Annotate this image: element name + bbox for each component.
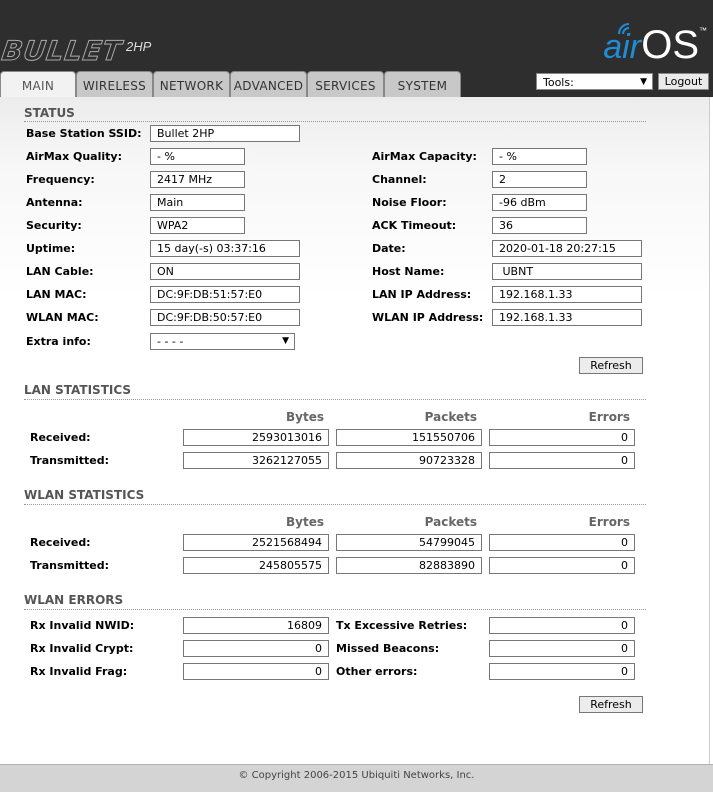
rx-invalid-nwid-label: Rx Invalid NWID: (30, 619, 135, 632)
missed-beacons-label: Missed Beacons: (336, 642, 440, 655)
noise-floor-label: Noise Floor: (372, 196, 447, 209)
frequency-value: 2417 MHz (150, 171, 245, 188)
bullet-logo (0, 36, 152, 67)
wlan-packets-header: Packets (424, 515, 477, 529)
trademark-symbol: ™ (699, 26, 707, 35)
host-name-value: UBNT (492, 263, 642, 280)
wlan-statistics-title: WLAN STATISTICS (24, 488, 145, 502)
header-bar (0, 0, 713, 97)
rx-invalid-crypt-value: 0 (183, 640, 329, 657)
date-label: Date: (372, 242, 406, 255)
lan-received-label: Received: (30, 431, 91, 444)
other-errors-label: Other errors: (336, 665, 418, 678)
rx-invalid-frag-label: Rx Invalid Frag: (30, 665, 128, 678)
lan-errors-header: Errors (588, 410, 630, 424)
tools-dropdown[interactable] (536, 73, 653, 90)
wlan-mac-value: DC:9F:DB:50:57:E0 (150, 309, 300, 326)
lan-mac-value: DC:9F:DB:51:57:E0 (150, 286, 300, 303)
wlan-ip-address-label: WLAN IP Address: (372, 311, 484, 324)
extra-info-dropdown[interactable] (150, 333, 295, 350)
status-refresh-button[interactable]: Refresh (579, 357, 643, 374)
tab-services[interactable]: SERVICES (307, 71, 384, 97)
wlan-errors-header: Errors (588, 515, 630, 529)
channel-value: 2 (492, 171, 587, 188)
product-logo-text: BULLET (0, 36, 124, 67)
security-value: WPA2 (150, 217, 245, 234)
extra-info-label: Extra info: (26, 335, 91, 348)
uptime-value: 15 day(-s) 03:37:16 (150, 240, 300, 257)
lan-received-packets: 151550706 (336, 429, 482, 446)
errors-refresh-button[interactable]: Refresh (579, 696, 643, 713)
base-station-ssid-label: Base Station SSID: (26, 127, 142, 140)
product-model-text: 2HP (126, 39, 152, 54)
tab-advanced[interactable]: ADVANCED (230, 71, 307, 97)
airmax-capacity-value: - % (492, 148, 587, 165)
section-divider (24, 504, 646, 505)
lan-packets-header: Packets (424, 410, 477, 424)
footer (0, 764, 713, 792)
antenna-label: Antenna: (26, 196, 83, 209)
tab-wireless[interactable]: WIRELESS (76, 71, 153, 97)
security-label: Security: (26, 219, 82, 232)
wlan-received-packets: 54799045 (336, 534, 482, 551)
lan-transmitted-packets: 90723328 (336, 452, 482, 469)
uptime-label: Uptime: (26, 242, 76, 255)
brand-air-text: air (603, 28, 641, 66)
tab-system[interactable]: SYSTEM (384, 71, 461, 97)
wlan-received-errors: 0 (489, 534, 635, 551)
tab-main[interactable]: MAIN (0, 71, 76, 98)
lan-ip-address-label: LAN IP Address: (372, 288, 472, 301)
logout-button[interactable]: Logout (658, 73, 709, 90)
tab-network[interactable]: NETWORK (153, 71, 230, 97)
lan-transmitted-label: Transmitted: (30, 454, 110, 467)
section-divider (24, 609, 646, 610)
wlan-transmitted-label: Transmitted: (30, 559, 110, 572)
base-station-ssid-value: Bullet 2HP (150, 125, 300, 142)
section-divider (24, 399, 646, 400)
main-panel (0, 97, 710, 764)
tx-excessive-retries-label: Tx Excessive Retries: (336, 619, 468, 632)
host-name-label: Host Name: (372, 265, 445, 278)
airmax-capacity-label: AirMax Capacity: (372, 150, 477, 163)
section-divider (24, 121, 646, 122)
wlan-transmitted-packets: 82883890 (336, 557, 482, 574)
channel-label: Channel: (372, 173, 427, 186)
other-errors-value: 0 (489, 663, 635, 680)
tools-dropdown-label: Tools: (543, 76, 574, 89)
lan-received-errors: 0 (489, 429, 635, 446)
antenna-value: Main (150, 194, 245, 211)
lan-statistics-title: LAN STATISTICS (24, 383, 132, 397)
dropdown-arrow-icon: ▼ (640, 77, 647, 87)
lan-cable-value: ON (150, 263, 300, 280)
airos-logo (597, 22, 707, 67)
noise-floor-value: -96 dBm (492, 194, 587, 211)
wlan-received-bytes: 2521568494 (183, 534, 329, 551)
tx-excessive-retries-value: 0 (489, 617, 635, 634)
wlan-bytes-header: Bytes (286, 515, 324, 529)
rx-invalid-nwid-value: 16809 (183, 617, 329, 634)
rx-invalid-frag-value: 0 (183, 663, 329, 680)
lan-cable-label: LAN Cable: (26, 265, 94, 278)
date-value: 2020-01-18 20:27:15 (492, 240, 642, 257)
copyright-text: © Copyright 2006-2015 Ubiquiti Networks, Inc. (238, 770, 475, 781)
wlan-transmitted-errors: 0 (489, 557, 635, 574)
extra-info-selected: - - - - (157, 335, 184, 348)
wlan-ip-address-value: 192.168.1.33 (492, 309, 642, 326)
ack-timeout-value: 36 (492, 217, 587, 234)
lan-transmitted-bytes: 3262127055 (183, 452, 329, 469)
wlan-mac-label: WLAN MAC: (26, 311, 99, 324)
dropdown-arrow-icon: ▼ (282, 336, 289, 346)
lan-ip-address-value: 192.168.1.33 (492, 286, 642, 303)
frequency-label: Frequency: (26, 173, 95, 186)
ack-timeout-label: ACK Timeout: (372, 219, 457, 232)
wlan-errors-title: WLAN ERRORS (24, 593, 124, 607)
lan-transmitted-errors: 0 (489, 452, 635, 469)
wlan-transmitted-bytes: 245805575 (183, 557, 329, 574)
lan-bytes-header: Bytes (286, 410, 324, 424)
airmax-quality-value: - % (150, 148, 245, 165)
missed-beacons-value: 0 (489, 640, 635, 657)
lan-mac-label: LAN MAC: (26, 288, 87, 301)
rx-invalid-crypt-label: Rx Invalid Crypt: (30, 642, 134, 655)
wlan-received-label: Received: (30, 536, 91, 549)
lan-received-bytes: 2593013016 (183, 429, 329, 446)
airmax-quality-label: AirMax Quality: (26, 150, 122, 163)
brand-os-text: OS (641, 23, 699, 67)
status-section-title: STATUS (24, 106, 75, 120)
